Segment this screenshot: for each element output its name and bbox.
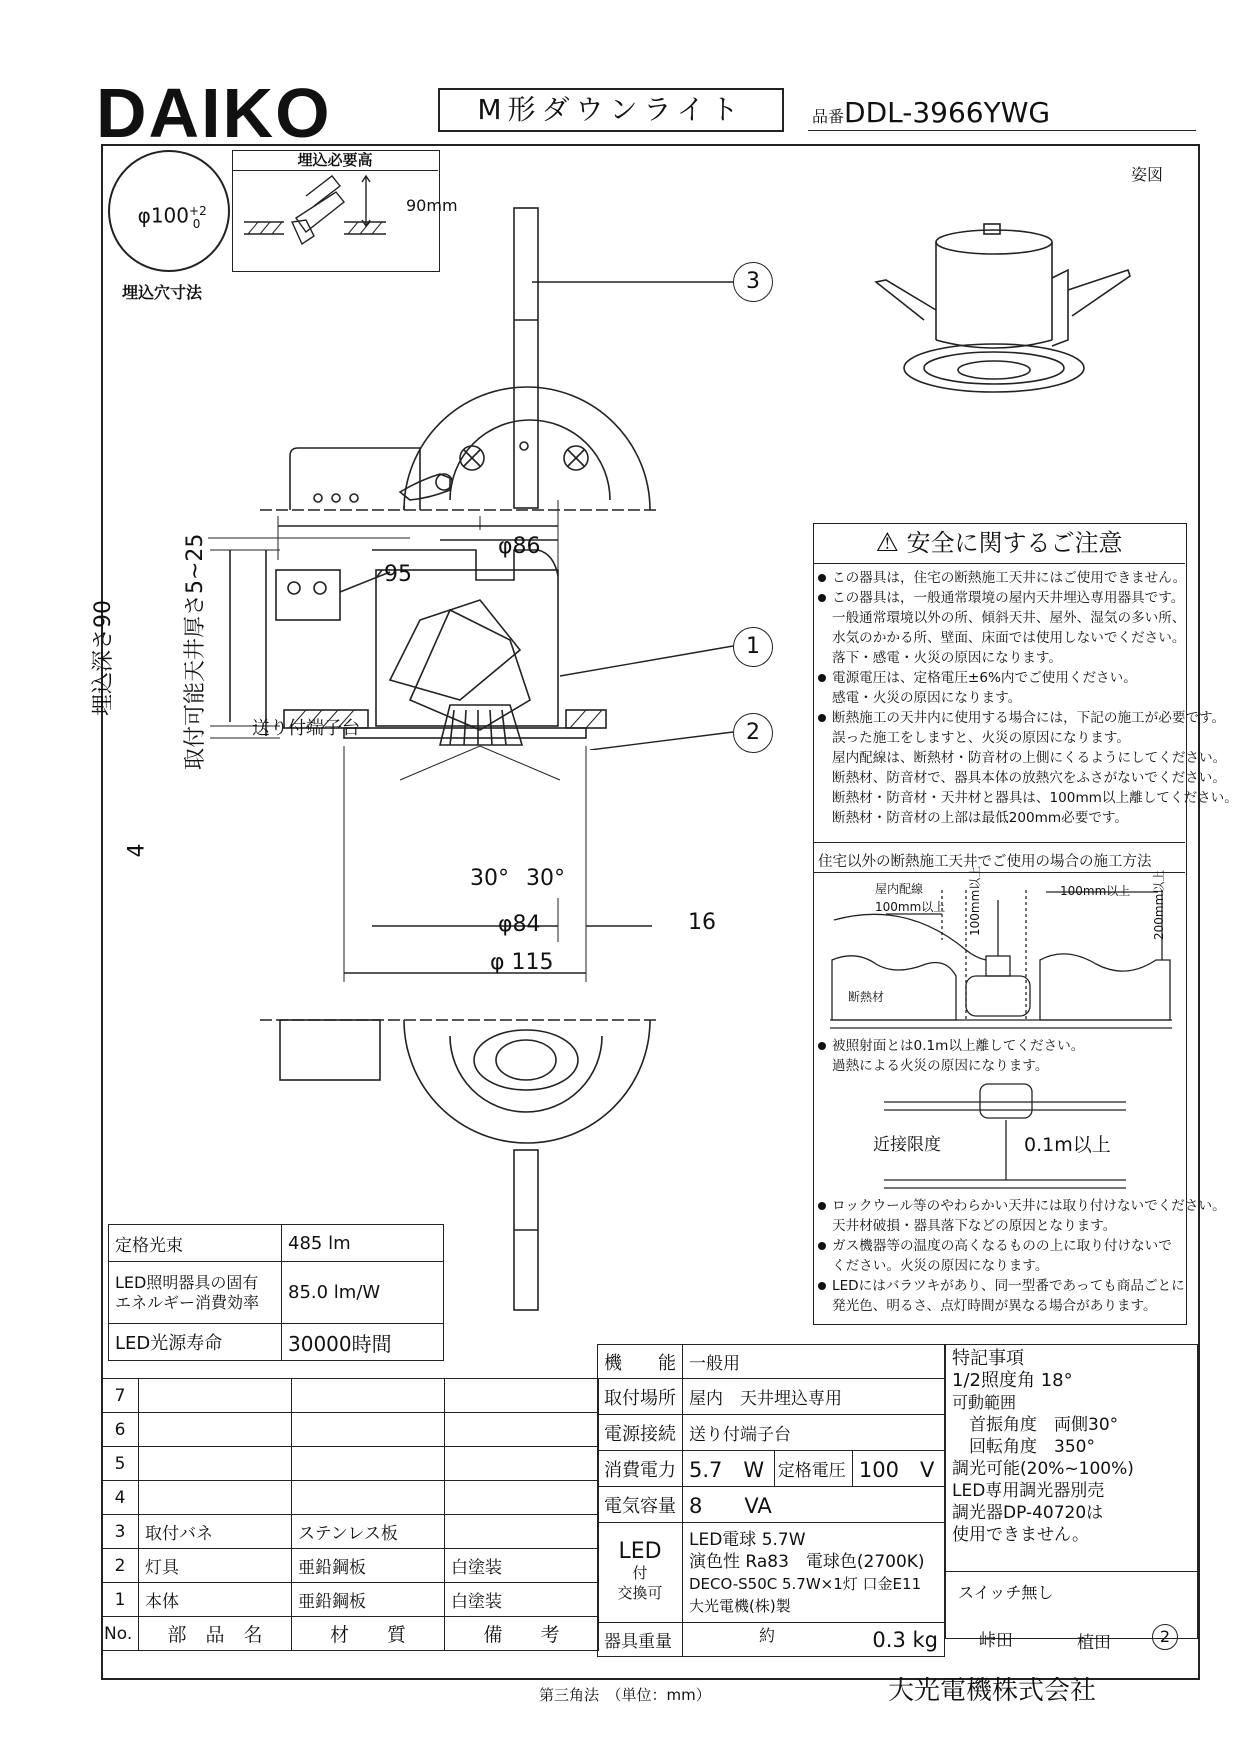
part-name: 灯具 [139,1549,292,1583]
safety-item: 天井材破損・器具落下などの原因となります。 [832,1218,1117,1234]
safety-items-3 [818,1196,1226,1316]
notes-content [952,1348,1134,1546]
method-wiring-label: 屋内配線 [875,882,924,896]
callout-1: 1 [733,627,773,667]
table-row [102,1413,599,1447]
spec-label: 機 能 [598,1345,683,1379]
part-material: 亜鉛鋼板 [292,1549,445,1583]
safety-item: 過熱による火災の原因になります。 [832,1058,1049,1074]
signature-1: 峠田 [979,1631,1013,1651]
proximity-label: 近接限度 [873,1135,941,1155]
dim-84: φ84 [498,912,541,937]
safety-item: 断熱施工の天井内に使用する場合には，下記の施工が必要です。 [818,708,1182,728]
spec-label: 電気容量 [598,1487,683,1523]
led-line: 大光電機(株)製 [689,1596,791,1615]
projection-note: 第三角法 （単位：mm） [539,1686,711,1704]
part-remarks: 白塗装 [445,1549,599,1583]
table-row [109,1225,444,1262]
part-remarks [445,1413,599,1447]
part-material [292,1447,445,1481]
terminal-block-label: 送り付端子台 [252,718,360,739]
safety-item: この器具は，一般通常環境の屋内天井埋込専用器具です。 [818,588,1182,608]
dim-86: φ86 [498,534,541,559]
part-name: 取付バネ [139,1515,292,1549]
part-remarks [445,1481,599,1515]
table-row [102,1583,599,1617]
weight-value: $^約$ 0.3 kg [683,1623,945,1657]
safety-item: 電源電圧は、定格電圧±6%内でご使用ください。 [818,668,1182,688]
safety-item: 被照射面とは0.1m以上離してください。 [818,1036,1182,1056]
perf-value: 30000時間 [282,1324,444,1361]
method-100a: 100mm以上 [875,900,946,914]
callout-3: 3 [733,262,773,302]
part-name [139,1481,292,1515]
perf-label: LED光源寿命 [109,1324,282,1361]
spec-label: 定格電圧 [774,1451,852,1487]
spec-table [597,1344,945,1657]
safety-item: 一般通常環境以外の所、傾斜天井、屋外、湿気の多い所、 [832,610,1186,626]
method-100b: 100mm以上 [1060,884,1131,898]
notes-line: 1/2照度角 18° [952,1370,1073,1391]
method-divider-2 [813,872,1185,873]
part-material [292,1481,445,1515]
bullet-icon [818,1282,826,1290]
header-name: 部 品 名 [139,1617,292,1651]
bullet-icon [818,674,826,682]
embed-depth-label: 埋込深さ90 [91,600,116,716]
table-row [598,1487,945,1523]
notes-line: 調光器DP-40720は [952,1503,1104,1523]
hole-diameter-circle: $\varphi 100^{+2}_0$ [108,150,230,272]
part-remarks: 白塗装 [445,1583,599,1617]
led-label: LED 付 交換可 [598,1523,683,1623]
part-no: 7 [102,1379,139,1413]
spec-value: 8 VA [683,1487,945,1523]
perf-value: 85.0 lm/W [282,1262,444,1324]
callout-2: 2 [733,713,773,753]
spec-value: 100 V [852,1451,944,1487]
perf-label: LED照明器具の固有 エネルギー消費効率 [109,1262,282,1324]
safety-items-2 [818,1036,1182,1076]
safety-item: LEDにはバラツキがあり、同一型番であっても商品ごとに [818,1276,1182,1296]
safety-items-1 [818,568,1238,828]
company-name: 大光電機株式会社 [888,1676,1097,1706]
table-row [598,1415,945,1451]
safety-item: 誤った施工をしますと、火災の原因になります。 [832,730,1130,746]
part-remarks [445,1379,599,1413]
notes-line: LED専用調光器別売 [952,1481,1105,1501]
spec-label: 取付場所 [598,1379,683,1415]
spec-value: 送り付端子台 [683,1415,945,1451]
part-material: 亜鉛鋼板 [292,1583,445,1617]
safety-item: ください。火災の原因になります。 [832,1258,1049,1274]
notes-header: 特記事項 [952,1348,1024,1369]
header-remarks: 備 考 [445,1617,599,1651]
bullet-icon [818,1042,826,1050]
spec-label: 電源接続 [598,1415,683,1451]
warning-triangle-icon: ⚠ [875,528,899,558]
table-row [102,1515,599,1549]
table-header [102,1617,599,1651]
notes-line: 使用できません。 [952,1525,1090,1545]
table-row [109,1262,444,1324]
safety-item: この器具は，住宅の断熱施工天井にはご使用できません。 [818,568,1182,588]
table-row [598,1623,945,1657]
product-title: M形ダウンライト [438,88,784,132]
safety-item: ガス機器等の温度の高くなるものの上に取り付けないで [818,1236,1182,1256]
notes-line: 調光可能(20%~100%) [952,1459,1134,1479]
parts-table [101,1378,599,1651]
perspective-view-label: 姿図 [1131,165,1164,184]
switch-note: スイッチ無し [958,1583,1054,1602]
part-no: 5 [102,1447,139,1481]
table-row [102,1379,599,1413]
table-row [102,1481,599,1515]
header-material: 材 質 [292,1617,445,1651]
table-row [598,1345,945,1379]
spec-label: 器具重量 [598,1623,683,1657]
beam-angle-left: 30° [470,866,509,891]
method-100c: 100mm以上 [968,865,982,936]
bullet-icon [818,594,826,602]
safety-item: 断熱材、防音材で、器具本体の放熱穴をふさがないでください。 [832,770,1226,786]
safety-item: 屋内配線は、断熱材・防音材の上側にくるようにしてください。 [832,750,1227,766]
performance-table [108,1224,444,1361]
safety-item: 断熱材・防音材の上部は最低200mm必要です。 [832,810,1129,826]
embed-height-value: 90mm [406,196,458,215]
notes-line: 首振角度 両側30° [952,1415,1119,1435]
part-no: 1 [102,1583,139,1617]
table-row [598,1451,945,1487]
bullet-icon [818,574,826,582]
method-header: 住宅以外の断熱施工天井でご使用の場合の施工方法 [818,854,1152,870]
part-material [292,1379,445,1413]
part-name: 本体 [139,1583,292,1617]
spec-value: 屋内 天井埋込専用 [683,1379,945,1415]
part-number-underline [808,130,1196,131]
safety-item: ロックウール等のやわらかい天井には取り付けないでください。 [818,1196,1182,1216]
part-material [292,1413,445,1447]
callout-leaders [530,270,740,750]
table-row [598,1523,945,1623]
dim-115: φ 115 [490,950,554,975]
part-number: 品番DDL-3966YWG [812,96,1051,129]
perf-value: 485 lm [282,1225,444,1262]
part-name [139,1447,292,1481]
part-no: 6 [102,1413,139,1447]
bullet-icon [818,714,826,722]
part-no: 2 [102,1549,139,1583]
method-200: 200mm以上 [1152,869,1166,940]
part-remarks [445,1447,599,1481]
table-row [102,1549,599,1583]
method-divider [813,842,1185,843]
bullet-icon [818,1242,826,1250]
part-material: ステンレス板 [292,1515,445,1549]
proximity-value: 0.1m以上 [1024,1134,1111,1156]
led-line: LED電球 5.7W [689,1529,806,1550]
method-insulation: 断熱材 [848,990,885,1004]
daiko-logo: DAIKO [96,74,332,152]
led-line: 演色性 Ra83 電球色(2700K) [689,1551,925,1572]
notes-line: 回転角度 350° [952,1437,1095,1457]
dim-4: 4 [124,843,150,858]
embed-height-header: 埋込必要高 [232,150,438,171]
safety-item: 感電・火災の原因になります。 [832,690,1022,706]
beam-angle-right: 30° [526,866,565,891]
bullet-icon [818,1202,826,1210]
signature-2: 植田 [1077,1633,1111,1653]
part-name [139,1413,292,1447]
safety-header: ⚠ 安全に関するご注意 [813,523,1185,564]
notes-line: 可動範囲 [952,1393,1017,1412]
safety-item: 発光色、明るさ、点灯時間が異なる場合があります。 [832,1298,1157,1314]
hole-size-label: 埋込穴寸法 [122,283,203,302]
ceiling-thickness-label: 取付可能天井厚さ5~25 [183,533,208,770]
led-line: DECO-S50C 5.7W×1灯 口金E11 [689,1574,922,1593]
part-no: 4 [102,1481,139,1515]
revision-number: 2 [1152,1624,1178,1650]
dim-16: 16 [688,910,716,935]
table-row [598,1379,945,1415]
spec-value: 5.7 W [683,1451,775,1487]
perspective-fixture-illustration [868,220,1168,400]
safety-item: 落下・感電・火災の原因になります。 [832,650,1063,666]
part-name [139,1379,292,1413]
spec-value: 一般用 [683,1345,945,1379]
perf-label: 定格光束 [109,1225,282,1262]
header-no: No. [102,1617,139,1651]
spec-label: 消費電力 [598,1451,683,1487]
table-row [109,1324,444,1361]
safety-item: 水気のかかる所、壁面、床面では使用しないでください。 [832,630,1186,646]
part-no: 3 [102,1515,139,1549]
part-remarks [445,1515,599,1549]
led-info [683,1523,945,1623]
safety-item: 断熱材・防音材・天井材と器具は、100mm以上離してください。 [832,790,1238,806]
dim-95: 95 [384,562,412,587]
table-row [102,1447,599,1481]
